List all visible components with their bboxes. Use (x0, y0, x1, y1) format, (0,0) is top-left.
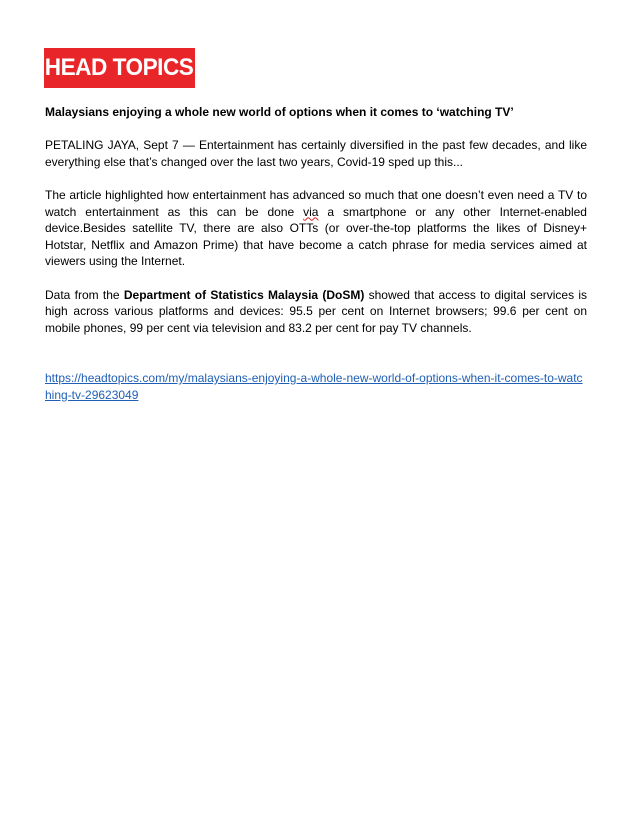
article-body (45, 104, 587, 403)
paragraph-dosm-text-b: showed that access to digital services is high across various platforms and devices: 95.5 per cent on Internet browsers; 99.6 per cent on mobile phones, 99 per cent via television and 83.2 per cent for pay TV channels. (45, 287, 588, 335)
paragraph-dosm (45, 287, 587, 337)
logo-text: HEAD TOPICS (45, 54, 194, 81)
paragraph-intro-text: PETALING JAYA, Sept 7 — Entertainment has certainly diversified in the past few decades, and like everything else that’s changed over the last two years, Covid-19 sped up this... (45, 138, 587, 169)
dosm-name: Department of Statistics Malaysia (DoSM) (123, 287, 365, 302)
paragraph-entertainment-text-a: The article highlighted how entertainment has advanced so much that one doesn’t even need a TV to watch entertainment as this can be done (45, 188, 587, 219)
article-headline: Malaysians enjoying a whole new world of options when it comes to ‘watching TV’ (45, 105, 514, 119)
paragraph-dosm-text-a: Data from the (45, 287, 124, 302)
source-link-block (45, 370, 587, 403)
head-topics-logo (44, 48, 195, 88)
spellcheck-word-via: via (303, 204, 319, 219)
source-link[interactable]: https://headtopics.com/my/malaysians-enjoying-a-whole-new-world-of-options-when-it-comes-to-watching-tv-29623049 (45, 371, 583, 402)
paragraph-entertainment (45, 187, 587, 270)
paragraph-intro (45, 137, 587, 170)
paragraph-entertainment-text-b: a smartphone or any other Internet-enabled device.Besides satellite TV, there are also OTTs (or over-the-top platforms the likes of Disney+ Hotstar, Netflix and Amazon Prime) that have become a catch phrase for media services aimed at viewers using the Internet. (45, 204, 587, 268)
